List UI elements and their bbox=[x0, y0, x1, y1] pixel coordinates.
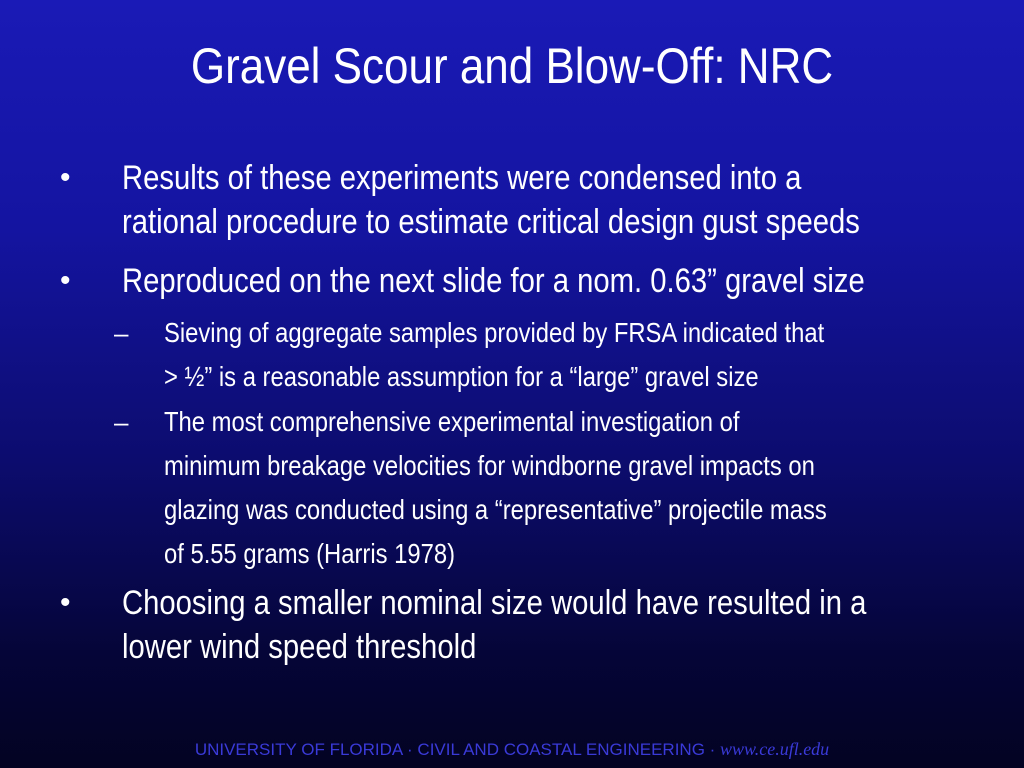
sub-bullet-text: The most comprehensive experimental investigation of minimum breakage velocities for windborne gravel impacts on glazing was conducted using a “representative” projectile mass of 5.55 grams (Harris 1978) bbox=[164, 406, 827, 569]
bullet-dot-icon: • bbox=[60, 264, 71, 297]
bullet-dot-icon: • bbox=[60, 161, 71, 194]
dash-icon: – bbox=[114, 407, 129, 437]
dash-icon: – bbox=[114, 318, 129, 348]
slide-title: Gravel Scour and Blow-Off: NRC bbox=[190, 38, 834, 94]
bullet-dot-icon: • bbox=[60, 586, 71, 619]
sub-bullet-text: Sieving of aggregate samples provided by FRSA indicated that > ½” is a reasonable assumption for a “large” gravel size bbox=[164, 317, 825, 392]
bullet-text: Reproduced on the next slide for a nom. 0.63” gravel size bbox=[122, 262, 865, 300]
slide-footer bbox=[0, 738, 1024, 761]
footer-institution: UNIVERSITY OF FLORIDA · CIVIL AND COASTAL ENGINEERING · bbox=[194, 740, 721, 759]
bullet-text: Choosing a smaller nominal size would have resulted in a lower wind speed threshold bbox=[122, 584, 867, 666]
footer-url: www.ce.ufl.edu bbox=[720, 739, 830, 759]
bullet-text: Results of these experiments were condensed into a rational procedure to estimate critical design gust speeds bbox=[122, 159, 860, 241]
